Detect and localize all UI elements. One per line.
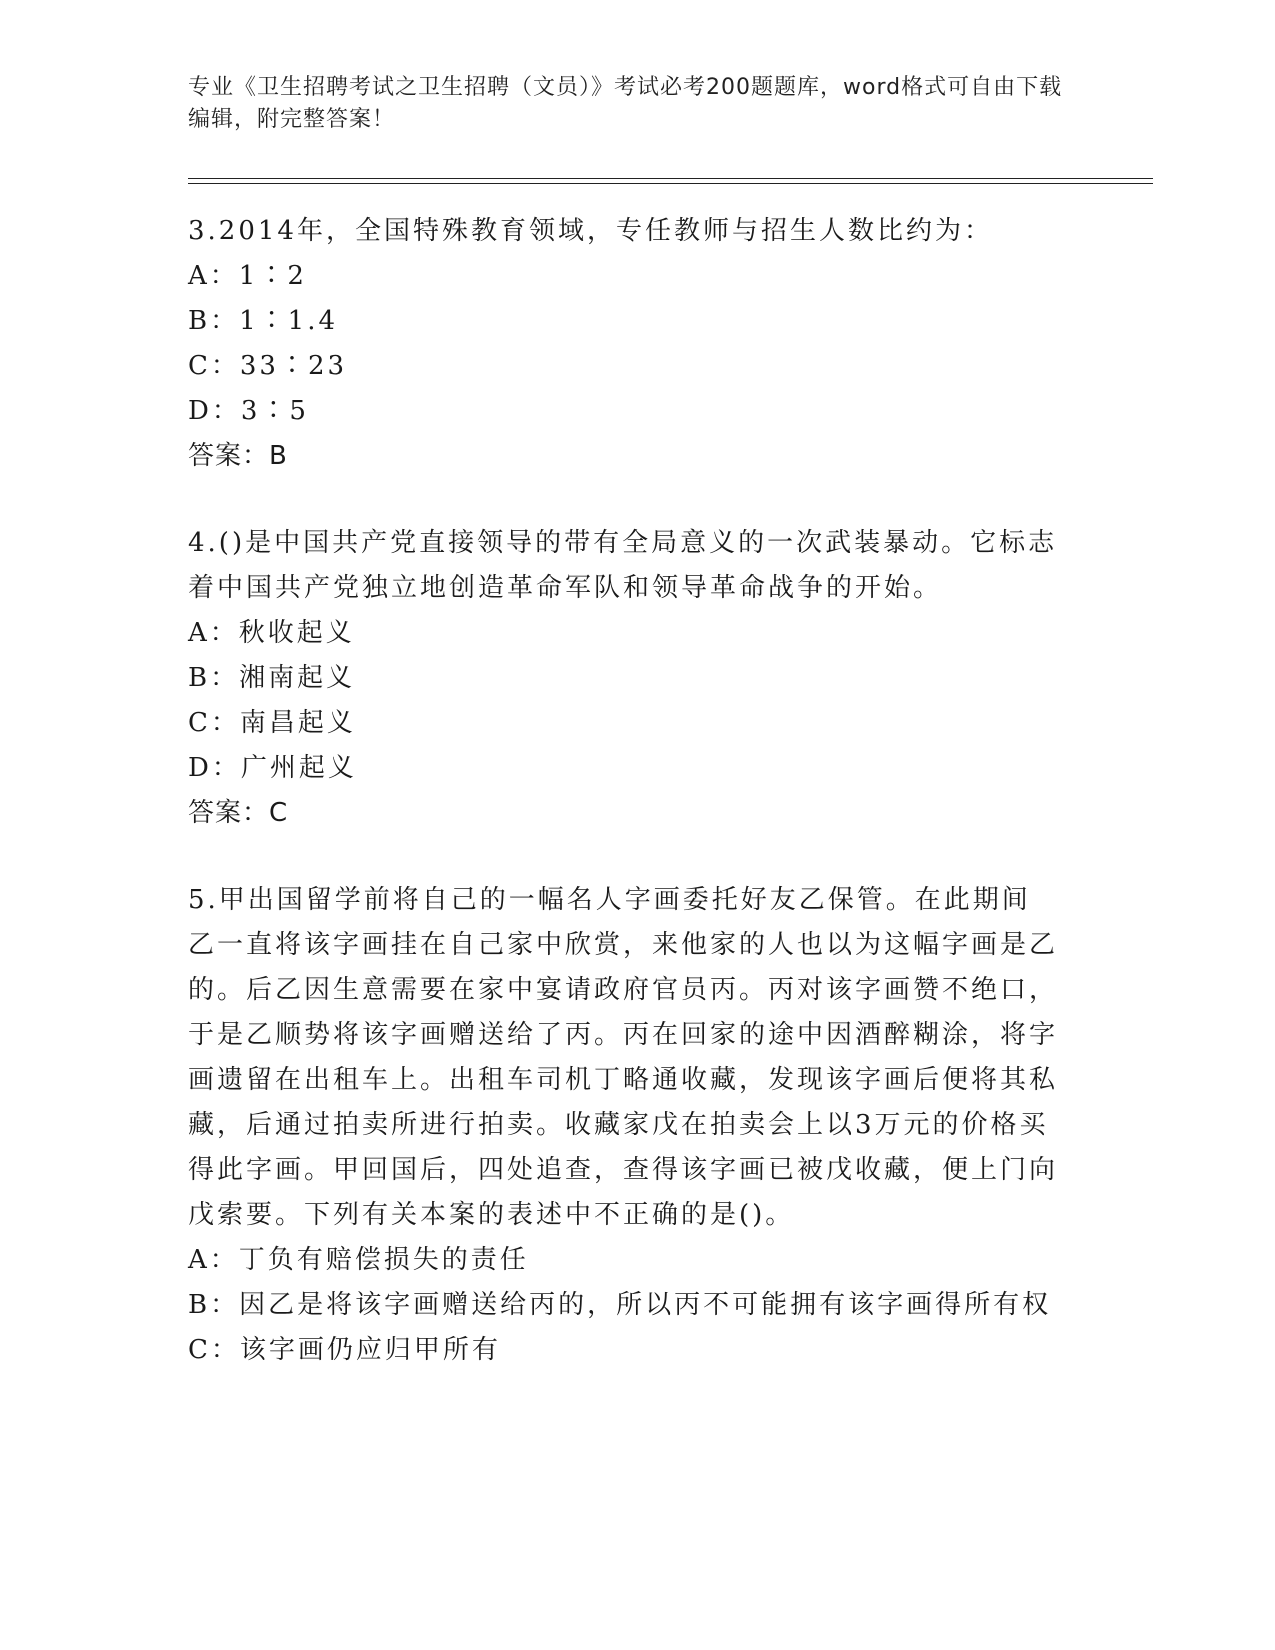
header-divider-top: [188, 178, 1153, 179]
option-a: A：丁负有赔偿损失的责任: [188, 1245, 529, 1275]
question-list: [188, 209, 1058, 1373]
option-b: B：因乙是将该字画赠送给丙的，所以丙不可能拥有该字画得所有权: [188, 1290, 1052, 1320]
question-text: 5.甲出国留学前将自己的一幅名人字画委托好友乙保管。在此期间乙一直将该字画挂在自己家中欣赏，来他家的人也以为这幅字画是乙的。后乙因生意需要在家中宴请政府官员丙。丙对该字画赞不绝口，于是乙顺势将该字画赠送给了丙。丙在回家的途中因酒醉糊涂，将字画遗留在出租车上。出租车司机丁略通收藏，发现该字画后便将其私藏，后通过拍卖所进行拍卖。收藏家戊在拍卖会上以3万元的价格买得此字画。甲回国后，四处追查，查得该字画已被戊收藏，便上门向戊索要。下列有关本案的表述中不正确的是()。: [188, 885, 1059, 1230]
question-5: [188, 878, 1058, 1373]
option-c: C：南昌起义: [188, 708, 356, 738]
spacer: [188, 479, 1058, 521]
option-c: C：该字画仍应归甲所有: [188, 1335, 501, 1365]
question-text: 3.2014年，全国特殊教育领域，专任教师与招生人数比约为：: [188, 216, 993, 246]
option-b: B：湘南起义: [188, 663, 356, 693]
question-3: [188, 209, 1058, 479]
question-4: [188, 521, 1058, 836]
option-b: B：1∶1.4: [188, 306, 338, 336]
option-a: A：秋收起义: [188, 618, 355, 648]
answer-line: 答案：C: [188, 798, 289, 828]
answer-line: 答案：B: [188, 441, 288, 471]
option-d: D：3∶5: [188, 396, 309, 426]
header-divider-bottom: [188, 183, 1153, 184]
option-a: A：1∶2: [188, 261, 307, 291]
spacer: [188, 836, 1058, 878]
option-c: C：33∶23: [188, 351, 348, 381]
question-text: 4.()是中国共产党直接领导的带有全局意义的一次武装暴动。它标志着中国共产党独立地创造革命军队和领导革命战争的开始。: [188, 528, 1058, 603]
document-header: 专业《卫生招聘考试之卫生招聘（文员）》考试必考200题题库，word格式可自由下载编辑，附完整答案！: [188, 75, 1063, 132]
option-d: D：广州起义: [188, 753, 357, 783]
